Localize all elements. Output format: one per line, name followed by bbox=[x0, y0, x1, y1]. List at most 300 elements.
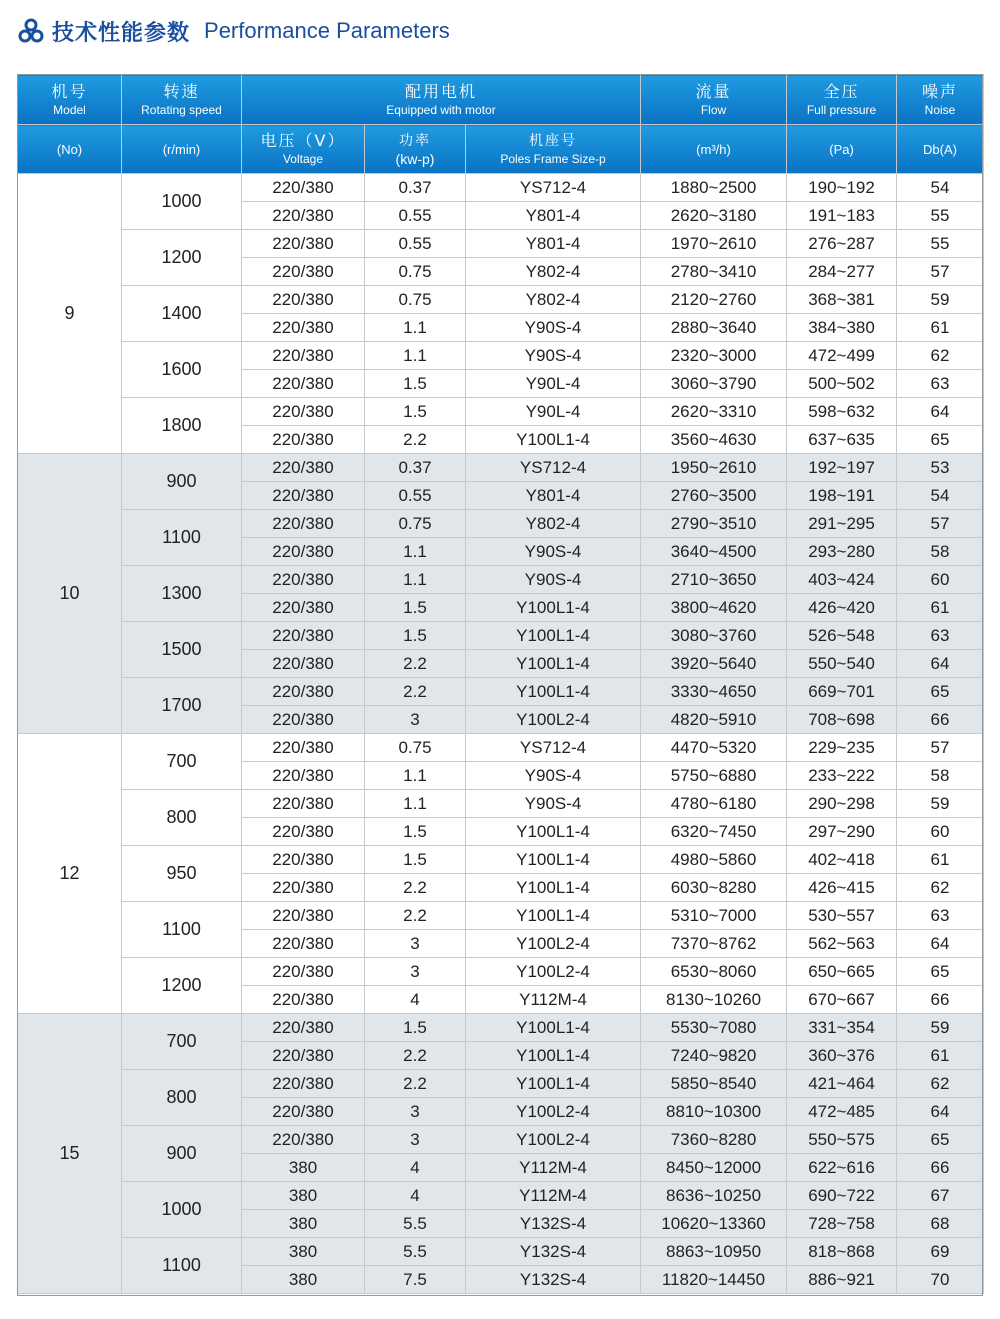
power-cell: 2.2 bbox=[365, 902, 466, 930]
noise-cell: 65 bbox=[897, 958, 984, 986]
noise-cell: 55 bbox=[897, 230, 984, 258]
noise-cell: 62 bbox=[897, 342, 984, 370]
flow-cell: 3800~4620 bbox=[641, 594, 787, 622]
col-motor: 配用电机 Equipped with motor bbox=[242, 75, 641, 125]
noise-cell: 57 bbox=[897, 510, 984, 538]
power-cell: 0.75 bbox=[365, 286, 466, 314]
page-title-zh: 技术性能参数 bbox=[52, 20, 191, 46]
speed-cell: 950 bbox=[122, 846, 242, 902]
speed-cell: 1700 bbox=[122, 678, 242, 734]
unit-model: (No) bbox=[18, 125, 122, 174]
voltage-cell: 220/380 bbox=[242, 566, 365, 594]
voltage-cell: 220/380 bbox=[242, 846, 365, 874]
pressure-cell: 360~376 bbox=[787, 1042, 897, 1070]
col-noise: 噪声 Noise bbox=[897, 75, 984, 125]
power-cell: 3 bbox=[365, 1126, 466, 1154]
voltage-cell: 220/380 bbox=[242, 342, 365, 370]
table-body bbox=[18, 174, 984, 1294]
noise-cell: 61 bbox=[897, 314, 984, 342]
frame-cell: Y100L2-4 bbox=[466, 1098, 641, 1126]
voltage-cell: 220/380 bbox=[242, 622, 365, 650]
speed-cell: 900 bbox=[122, 1126, 242, 1182]
pressure-cell: 297~290 bbox=[787, 818, 897, 846]
speed-cell: 1000 bbox=[122, 174, 242, 230]
pressure-cell: 526~548 bbox=[787, 622, 897, 650]
power-cell: 0.75 bbox=[365, 258, 466, 286]
model-cell: 15 bbox=[18, 1014, 122, 1294]
power-cell: 2.2 bbox=[365, 426, 466, 454]
power-cell: 0.55 bbox=[365, 482, 466, 510]
voltage-cell: 220/380 bbox=[242, 286, 365, 314]
power-cell: 2.2 bbox=[365, 650, 466, 678]
col-power: 功率 (kw-p) bbox=[365, 125, 466, 174]
speed-cell: 1600 bbox=[122, 342, 242, 398]
noise-cell: 53 bbox=[897, 454, 984, 482]
frame-cell: Y90S-4 bbox=[466, 538, 641, 566]
table-row bbox=[18, 846, 984, 874]
voltage-cell: 220/380 bbox=[242, 818, 365, 846]
flow-cell: 8810~10300 bbox=[641, 1098, 787, 1126]
model-cell: 12 bbox=[18, 734, 122, 1014]
flow-cell: 4820~5910 bbox=[641, 706, 787, 734]
table-row bbox=[18, 174, 984, 202]
pressure-cell: 472~499 bbox=[787, 342, 897, 370]
power-cell: 3 bbox=[365, 930, 466, 958]
flow-cell: 5530~7080 bbox=[641, 1014, 787, 1042]
flow-cell: 2620~3180 bbox=[641, 202, 787, 230]
pressure-cell: 190~192 bbox=[787, 174, 897, 202]
noise-cell: 63 bbox=[897, 622, 984, 650]
noise-cell: 61 bbox=[897, 1042, 984, 1070]
noise-cell: 66 bbox=[897, 1154, 984, 1182]
flow-cell: 11820~14450 bbox=[641, 1266, 787, 1294]
flow-cell: 2710~3650 bbox=[641, 566, 787, 594]
noise-cell: 68 bbox=[897, 1210, 984, 1238]
speed-cell: 1200 bbox=[122, 958, 242, 1014]
power-cell: 1.1 bbox=[365, 566, 466, 594]
table-row bbox=[18, 734, 984, 762]
frame-cell: Y90S-4 bbox=[466, 314, 641, 342]
voltage-cell: 220/380 bbox=[242, 1042, 365, 1070]
table-row bbox=[18, 454, 984, 482]
frame-cell: YS712-4 bbox=[466, 174, 641, 202]
pressure-cell: 402~418 bbox=[787, 846, 897, 874]
table-row bbox=[18, 510, 984, 538]
pressure-cell: 368~381 bbox=[787, 286, 897, 314]
voltage-cell: 220/380 bbox=[242, 1098, 365, 1126]
voltage-cell: 220/380 bbox=[242, 958, 365, 986]
unit-pressure: (Pa) bbox=[787, 125, 897, 174]
frame-cell: Y100L1-4 bbox=[466, 1042, 641, 1070]
noise-cell: 60 bbox=[897, 818, 984, 846]
frame-cell: Y802-4 bbox=[466, 286, 641, 314]
noise-cell: 54 bbox=[897, 174, 984, 202]
flow-cell: 3330~4650 bbox=[641, 678, 787, 706]
col-flow: 流量 Flow bbox=[641, 75, 787, 125]
noise-cell: 64 bbox=[897, 650, 984, 678]
pressure-cell: 233~222 bbox=[787, 762, 897, 790]
table-row bbox=[18, 678, 984, 706]
frame-cell: Y100L1-4 bbox=[466, 678, 641, 706]
speed-cell: 900 bbox=[122, 454, 242, 510]
frame-cell: Y802-4 bbox=[466, 258, 641, 286]
power-cell: 5.5 bbox=[365, 1238, 466, 1266]
model-cell: 9 bbox=[18, 174, 122, 454]
noise-cell: 59 bbox=[897, 1014, 984, 1042]
pressure-cell: 276~287 bbox=[787, 230, 897, 258]
pressure-cell: 530~557 bbox=[787, 902, 897, 930]
flow-cell: 2320~3000 bbox=[641, 342, 787, 370]
voltage-cell: 220/380 bbox=[242, 174, 365, 202]
frame-cell: Y90S-4 bbox=[466, 342, 641, 370]
voltage-cell: 220/380 bbox=[242, 650, 365, 678]
flow-cell: 8130~10260 bbox=[641, 986, 787, 1014]
power-cell: 3 bbox=[365, 958, 466, 986]
noise-cell: 69 bbox=[897, 1238, 984, 1266]
noise-cell: 66 bbox=[897, 706, 984, 734]
table-row bbox=[18, 790, 984, 818]
page-title-en: Performance Parameters bbox=[204, 18, 450, 43]
power-cell: 1.5 bbox=[365, 1014, 466, 1042]
col-voltage: 电压（V） Voltage bbox=[242, 125, 365, 174]
flow-cell: 2880~3640 bbox=[641, 314, 787, 342]
voltage-cell: 220/380 bbox=[242, 874, 365, 902]
table-row bbox=[18, 1014, 984, 1042]
voltage-cell: 220/380 bbox=[242, 594, 365, 622]
model-cell: 10 bbox=[18, 454, 122, 734]
pressure-cell: 192~197 bbox=[787, 454, 897, 482]
frame-cell: Y112M-4 bbox=[466, 986, 641, 1014]
pressure-cell: 562~563 bbox=[787, 930, 897, 958]
power-cell: 3 bbox=[365, 1098, 466, 1126]
noise-cell: 57 bbox=[897, 258, 984, 286]
flow-cell: 7370~8762 bbox=[641, 930, 787, 958]
frame-cell: Y801-4 bbox=[466, 482, 641, 510]
speed-cell: 1800 bbox=[122, 398, 242, 454]
frame-cell: Y90S-4 bbox=[466, 566, 641, 594]
power-cell: 4 bbox=[365, 1154, 466, 1182]
table-row bbox=[18, 286, 984, 314]
table-row bbox=[18, 566, 984, 594]
pressure-cell: 690~722 bbox=[787, 1182, 897, 1210]
table-row bbox=[18, 1126, 984, 1154]
flow-cell: 8636~10250 bbox=[641, 1182, 787, 1210]
speed-cell: 700 bbox=[122, 734, 242, 790]
voltage-cell: 220/380 bbox=[242, 454, 365, 482]
voltage-cell: 220/380 bbox=[242, 706, 365, 734]
voltage-cell: 380 bbox=[242, 1154, 365, 1182]
frame-cell: Y100L2-4 bbox=[466, 1126, 641, 1154]
voltage-cell: 220/380 bbox=[242, 426, 365, 454]
frame-cell: Y90L-4 bbox=[466, 370, 641, 398]
speed-cell: 800 bbox=[122, 1070, 242, 1126]
pressure-cell: 293~280 bbox=[787, 538, 897, 566]
speed-cell: 1100 bbox=[122, 902, 242, 958]
noise-cell: 63 bbox=[897, 370, 984, 398]
col-speed: 转速 Rotating speed bbox=[122, 75, 242, 125]
frame-cell: Y90S-4 bbox=[466, 790, 641, 818]
voltage-cell: 220/380 bbox=[242, 930, 365, 958]
frame-cell: Y100L1-4 bbox=[466, 650, 641, 678]
noise-cell: 63 bbox=[897, 902, 984, 930]
flow-cell: 6030~8280 bbox=[641, 874, 787, 902]
voltage-cell: 220/380 bbox=[242, 1126, 365, 1154]
voltage-cell: 220/380 bbox=[242, 314, 365, 342]
noise-cell: 67 bbox=[897, 1182, 984, 1210]
power-cell: 1.1 bbox=[365, 762, 466, 790]
pressure-cell: 284~277 bbox=[787, 258, 897, 286]
voltage-cell: 380 bbox=[242, 1238, 365, 1266]
pressure-cell: 728~758 bbox=[787, 1210, 897, 1238]
voltage-cell: 220/380 bbox=[242, 986, 365, 1014]
speed-cell: 700 bbox=[122, 1014, 242, 1070]
noise-cell: 59 bbox=[897, 286, 984, 314]
table-row bbox=[18, 622, 984, 650]
col-frame: 机座号 Poles Frame Size-p bbox=[466, 125, 641, 174]
speed-cell: 1100 bbox=[122, 1238, 242, 1294]
flow-cell: 5310~7000 bbox=[641, 902, 787, 930]
noise-cell: 65 bbox=[897, 426, 984, 454]
frame-cell: Y100L1-4 bbox=[466, 818, 641, 846]
flow-cell: 4780~6180 bbox=[641, 790, 787, 818]
noise-cell: 62 bbox=[897, 874, 984, 902]
noise-cell: 61 bbox=[897, 594, 984, 622]
power-cell: 1.1 bbox=[365, 790, 466, 818]
power-cell: 2.2 bbox=[365, 1070, 466, 1098]
flow-cell: 2620~3310 bbox=[641, 398, 787, 426]
table-row bbox=[18, 1070, 984, 1098]
power-cell: 2.2 bbox=[365, 1042, 466, 1070]
power-cell: 2.2 bbox=[365, 678, 466, 706]
frame-cell: Y801-4 bbox=[466, 202, 641, 230]
pressure-cell: 426~420 bbox=[787, 594, 897, 622]
voltage-cell: 220/380 bbox=[242, 1014, 365, 1042]
pressure-cell: 198~191 bbox=[787, 482, 897, 510]
noise-cell: 65 bbox=[897, 678, 984, 706]
flow-cell: 1880~2500 bbox=[641, 174, 787, 202]
voltage-cell: 220/380 bbox=[242, 734, 365, 762]
frame-cell: YS712-4 bbox=[466, 454, 641, 482]
speed-cell: 1200 bbox=[122, 230, 242, 286]
flow-cell: 1950~2610 bbox=[641, 454, 787, 482]
noise-cell: 55 bbox=[897, 202, 984, 230]
frame-cell: YS712-4 bbox=[466, 734, 641, 762]
unit-noise: Db(A) bbox=[897, 125, 984, 174]
speed-cell: 1000 bbox=[122, 1182, 242, 1238]
noise-cell: 54 bbox=[897, 482, 984, 510]
frame-cell: Y100L1-4 bbox=[466, 622, 641, 650]
flow-cell: 3560~4630 bbox=[641, 426, 787, 454]
voltage-cell: 220/380 bbox=[242, 202, 365, 230]
frame-cell: Y100L2-4 bbox=[466, 958, 641, 986]
noise-cell: 64 bbox=[897, 398, 984, 426]
power-cell: 2.2 bbox=[365, 874, 466, 902]
voltage-cell: 220/380 bbox=[242, 1070, 365, 1098]
table-row bbox=[18, 902, 984, 930]
power-cell: 0.37 bbox=[365, 174, 466, 202]
noise-cell: 61 bbox=[897, 846, 984, 874]
power-cell: 5.5 bbox=[365, 1210, 466, 1238]
frame-cell: Y100L1-4 bbox=[466, 1070, 641, 1098]
frame-cell: Y90L-4 bbox=[466, 398, 641, 426]
power-cell: 4 bbox=[365, 986, 466, 1014]
noise-cell: 70 bbox=[897, 1266, 984, 1294]
flow-cell: 6320~7450 bbox=[641, 818, 787, 846]
power-cell: 7.5 bbox=[365, 1266, 466, 1294]
power-cell: 4 bbox=[365, 1182, 466, 1210]
power-cell: 0.75 bbox=[365, 510, 466, 538]
flow-cell: 6530~8060 bbox=[641, 958, 787, 986]
power-cell: 1.5 bbox=[365, 818, 466, 846]
flow-cell: 3060~3790 bbox=[641, 370, 787, 398]
table-row bbox=[18, 398, 984, 426]
flow-cell: 8863~10950 bbox=[641, 1238, 787, 1266]
noise-cell: 59 bbox=[897, 790, 984, 818]
power-cell: 1.5 bbox=[365, 398, 466, 426]
pressure-cell: 708~698 bbox=[787, 706, 897, 734]
flow-cell: 7360~8280 bbox=[641, 1126, 787, 1154]
voltage-cell: 220/380 bbox=[242, 790, 365, 818]
power-cell: 1.1 bbox=[365, 314, 466, 342]
unit-speed: (r/min) bbox=[122, 125, 242, 174]
power-cell: 1.5 bbox=[365, 622, 466, 650]
frame-cell: Y132S-4 bbox=[466, 1238, 641, 1266]
speed-cell: 1400 bbox=[122, 286, 242, 342]
voltage-cell: 380 bbox=[242, 1210, 365, 1238]
pressure-cell: 669~701 bbox=[787, 678, 897, 706]
frame-cell: Y100L1-4 bbox=[466, 426, 641, 454]
voltage-cell: 220/380 bbox=[242, 258, 365, 286]
pressure-cell: 818~868 bbox=[787, 1238, 897, 1266]
power-cell: 1.1 bbox=[365, 538, 466, 566]
flow-cell: 4980~5860 bbox=[641, 846, 787, 874]
frame-cell: Y112M-4 bbox=[466, 1154, 641, 1182]
pressure-cell: 650~665 bbox=[787, 958, 897, 986]
frame-cell: Y802-4 bbox=[466, 510, 641, 538]
pressure-cell: 500~502 bbox=[787, 370, 897, 398]
power-cell: 1.5 bbox=[365, 370, 466, 398]
flow-cell: 3080~3760 bbox=[641, 622, 787, 650]
table-row bbox=[18, 958, 984, 986]
flow-cell: 10620~13360 bbox=[641, 1210, 787, 1238]
performance-table bbox=[17, 74, 984, 1294]
pressure-cell: 550~540 bbox=[787, 650, 897, 678]
power-cell: 0.37 bbox=[365, 454, 466, 482]
frame-cell: Y100L1-4 bbox=[466, 846, 641, 874]
noise-cell: 64 bbox=[897, 930, 984, 958]
voltage-cell: 220/380 bbox=[242, 762, 365, 790]
power-cell: 1.1 bbox=[365, 342, 466, 370]
noise-cell: 64 bbox=[897, 1098, 984, 1126]
pressure-cell: 637~635 bbox=[787, 426, 897, 454]
speed-cell: 1100 bbox=[122, 510, 242, 566]
pressure-cell: 291~295 bbox=[787, 510, 897, 538]
noise-cell: 58 bbox=[897, 762, 984, 790]
pressure-cell: 598~632 bbox=[787, 398, 897, 426]
flow-cell: 7240~9820 bbox=[641, 1042, 787, 1070]
flow-cell: 2780~3410 bbox=[641, 258, 787, 286]
pressure-cell: 472~485 bbox=[787, 1098, 897, 1126]
noise-cell: 66 bbox=[897, 986, 984, 1014]
noise-cell: 60 bbox=[897, 566, 984, 594]
power-cell: 1.5 bbox=[365, 846, 466, 874]
triangle-swirl-logo-icon bbox=[18, 18, 44, 44]
page-header bbox=[18, 14, 450, 48]
flow-cell: 5750~6880 bbox=[641, 762, 787, 790]
flow-cell: 3640~4500 bbox=[641, 538, 787, 566]
flow-cell: 4470~5320 bbox=[641, 734, 787, 762]
pressure-cell: 384~380 bbox=[787, 314, 897, 342]
speed-cell: 1500 bbox=[122, 622, 242, 678]
col-pressure: 全压 Full pressure bbox=[787, 75, 897, 125]
pressure-cell: 550~575 bbox=[787, 1126, 897, 1154]
noise-cell: 57 bbox=[897, 734, 984, 762]
table-row bbox=[18, 1182, 984, 1210]
power-cell: 0.55 bbox=[365, 202, 466, 230]
frame-cell: Y100L1-4 bbox=[466, 902, 641, 930]
table-row bbox=[18, 342, 984, 370]
frame-cell: Y100L1-4 bbox=[466, 594, 641, 622]
voltage-cell: 220/380 bbox=[242, 902, 365, 930]
pressure-cell: 331~354 bbox=[787, 1014, 897, 1042]
frame-cell: Y100L1-4 bbox=[466, 1014, 641, 1042]
flow-cell: 2760~3500 bbox=[641, 482, 787, 510]
power-cell: 0.75 bbox=[365, 734, 466, 762]
power-cell: 1.5 bbox=[365, 594, 466, 622]
frame-cell: Y112M-4 bbox=[466, 1182, 641, 1210]
frame-cell: Y100L2-4 bbox=[466, 706, 641, 734]
pressure-cell: 191~183 bbox=[787, 202, 897, 230]
pressure-cell: 403~424 bbox=[787, 566, 897, 594]
flow-cell: 8450~12000 bbox=[641, 1154, 787, 1182]
flow-cell: 2120~2760 bbox=[641, 286, 787, 314]
power-cell: 0.55 bbox=[365, 230, 466, 258]
noise-cell: 58 bbox=[897, 538, 984, 566]
table-row bbox=[18, 230, 984, 258]
frame-cell: Y100L2-4 bbox=[466, 930, 641, 958]
frame-cell: Y90S-4 bbox=[466, 762, 641, 790]
flow-cell: 2790~3510 bbox=[641, 510, 787, 538]
pressure-cell: 622~616 bbox=[787, 1154, 897, 1182]
pressure-cell: 229~235 bbox=[787, 734, 897, 762]
voltage-cell: 380 bbox=[242, 1182, 365, 1210]
voltage-cell: 220/380 bbox=[242, 678, 365, 706]
voltage-cell: 220/380 bbox=[242, 482, 365, 510]
unit-flow: (m³/h) bbox=[641, 125, 787, 174]
noise-cell: 65 bbox=[897, 1126, 984, 1154]
voltage-cell: 220/380 bbox=[242, 398, 365, 426]
frame-cell: Y801-4 bbox=[466, 230, 641, 258]
power-cell: 3 bbox=[365, 706, 466, 734]
frame-cell: Y132S-4 bbox=[466, 1266, 641, 1294]
col-model: 机号 Model bbox=[18, 75, 122, 125]
table-header bbox=[18, 75, 984, 174]
frame-cell: Y100L1-4 bbox=[466, 874, 641, 902]
table-row bbox=[18, 1238, 984, 1266]
flow-cell: 3920~5640 bbox=[641, 650, 787, 678]
pressure-cell: 886~921 bbox=[787, 1266, 897, 1294]
voltage-cell: 220/380 bbox=[242, 230, 365, 258]
frame-cell: Y132S-4 bbox=[466, 1210, 641, 1238]
voltage-cell: 220/380 bbox=[242, 370, 365, 398]
voltage-cell: 220/380 bbox=[242, 510, 365, 538]
flow-cell: 1970~2610 bbox=[641, 230, 787, 258]
speed-cell: 800 bbox=[122, 790, 242, 846]
pressure-cell: 290~298 bbox=[787, 790, 897, 818]
pressure-cell: 426~415 bbox=[787, 874, 897, 902]
pressure-cell: 670~667 bbox=[787, 986, 897, 1014]
speed-cell: 1300 bbox=[122, 566, 242, 622]
